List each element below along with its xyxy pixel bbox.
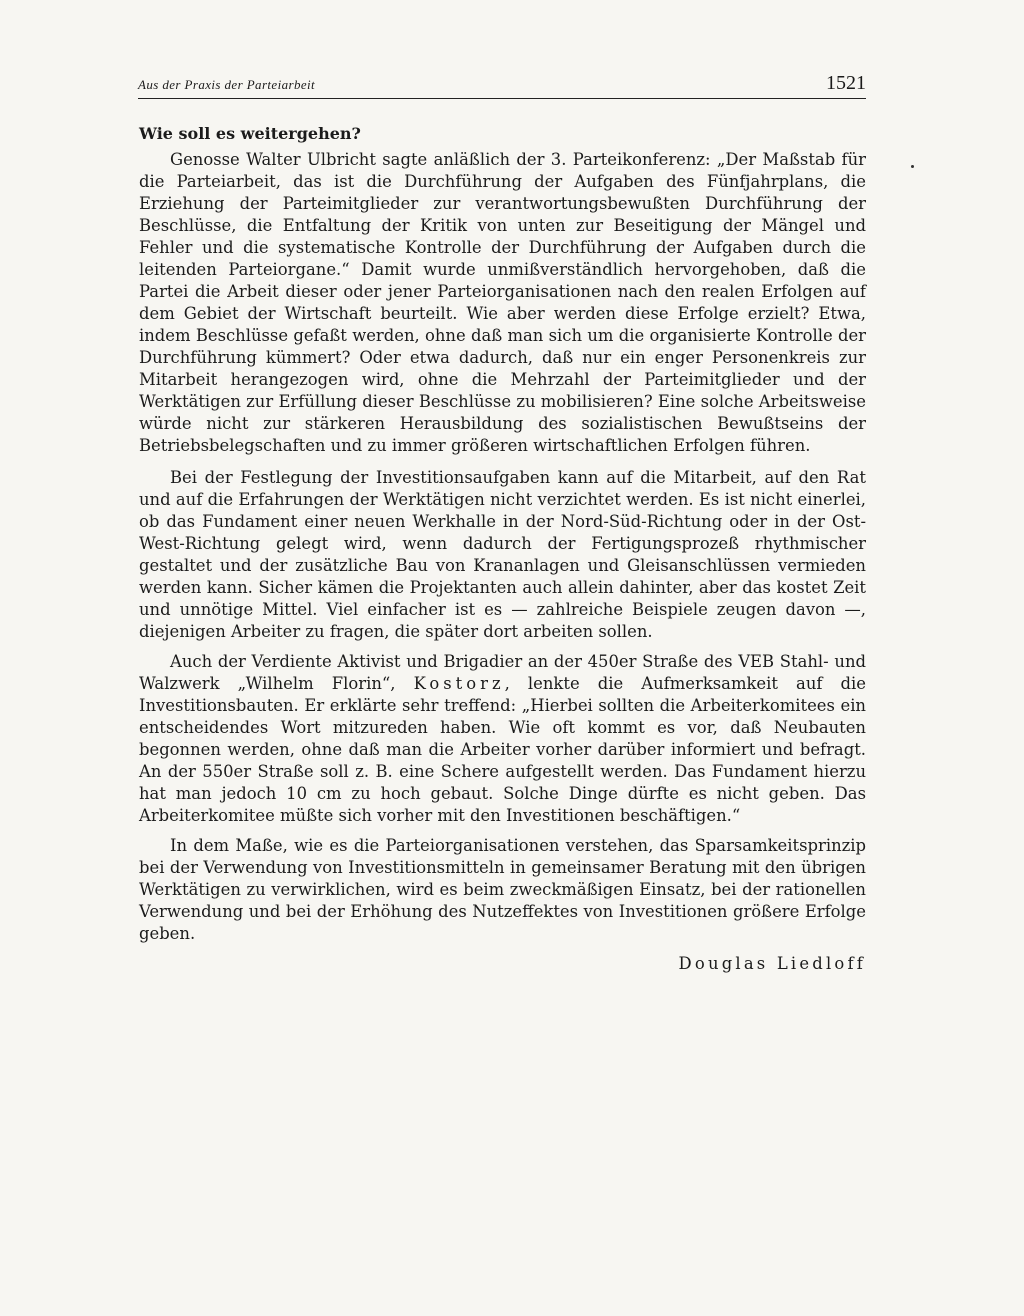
- person-name: Kostorz: [413, 674, 505, 693]
- print-speck: [911, 165, 914, 168]
- page-number: 1521: [826, 72, 866, 94]
- article-body: [139, 123, 866, 975]
- paragraph-3-after: , lenkte die Aufmerksamkeit auf die Investitionsbauten. Er erklärte sehr treffend: „Hierbei sollten die Arbeiterkomitees ein entscheidendes Wort mitzureden haben. Wie oft kommt es vor, daß Neubauten begonnen werden, ohne daß man die Arbeiter vorher darüber informiert und befragt. An der 550er Straße soll z. B. eine Schere aufgestellt werden. Das Fundament hierzu hat man jedoch 10 cm zu hoch gebaut. Solche Dinge dürfte es nicht geben. Das Arbeiterkomitee müßte sich vorher mit den Investitionen beschäftigen.“: [139, 674, 866, 825]
- page-header: [138, 70, 866, 99]
- paragraph-3: [139, 651, 866, 827]
- paragraph-3-before: Auch der Verdiente Aktivist und Brigadier an der 450er Straße des VEB Stahl- und Walzwerk „Wilhelm Florin“,: [139, 652, 866, 693]
- author-signature: Douglas Liedloff: [678, 954, 866, 973]
- running-head: Aus der Praxis der Parteiarbeit: [138, 77, 316, 92]
- section-heading: Wie soll es weitergehen?: [139, 124, 361, 143]
- paragraph-1: Genosse Walter Ulbricht sagte anläßlich der 3. Parteikonferenz: „Der Maßstab für die Parteiarbeit, das ist die Durchführung der Aufgaben des Fünfjahrplans, die Erziehung der Parteimitglieder zur verantwortungsbewußten Durchführung der Beschlüsse, die Entfaltung der Kritik von unten zur Beseitigung der Mängel und Fehler und die systematische Kontrolle der Durchführung der Aufgaben durch die leitenden Parteiorgane.“ Damit wurde unmißverständlich hervorgehoben, daß die Partei die Arbeit dieser oder jener Parteiorganisationen nach den realen Erfolgen auf dem Gebiet der Wirtschaft beurteilt. Wie aber werden diese Erfolge erzielt? Etwa, indem Beschlüsse gefaßt werden, ohne daß man sich um die organisierte Kontrolle der Durchführung kümmert? Oder etwa dadurch, daß nur ein enger Personenkreis zur Mitarbeit herangezogen wird, ohne die Mehrzahl der Parteimitglieder und der Werktätigen zur Erfüllung dieser Beschlüsse zu mobilisieren? Eine solche Arbeitsweise würde nicht zur stärkeren Herausbildung des sozialistischen Bewußtseins der Betriebsbelegschaften und zu immer größeren wirtschaftlichen Erfolgen führen.: [139, 150, 866, 455]
- paragraph-4: In dem Maße, wie es die Parteiorganisationen verstehen, das Sparsamkeitsprinzip bei der Verwendung von Investitionsmitteln in gemeinsamer Beratung mit den übrigen Werktätigen zu verwirklichen, wird es beim zweckmäßigen Einsatz, bei der rationellen Verwendung und bei der Erhöhung des Nutzeffektes von Investitionen größere Erfolge geben.: [139, 836, 866, 943]
- paragraph-2: Bei der Festlegung der Investitionsaufgaben kann auf die Mitarbeit, auf den Rat und auf die Erfahrungen der Werktätigen nicht verzichtet werden. Es ist nicht einerlei, ob das Fundament einer neuen Werkhalle in der Nord-Süd-Richtung oder in der Ost-West-Richtung gelegt wird, wenn dadurch der Fertigungsprozeß rhythmischer gestaltet und der zusätzliche Bau von Krananlagen und Gleisanschlüssen vermieden werden kann. Sicher kämen die Projektanten auch allein dahinter, aber das kostet Zeit und unnötige Mittel. Viel einfacher ist es — zahlreiche Beispiele zeugen davon —, diejenigen Arbeiter zu fragen, die später dort arbeiten sollen.: [139, 468, 866, 641]
